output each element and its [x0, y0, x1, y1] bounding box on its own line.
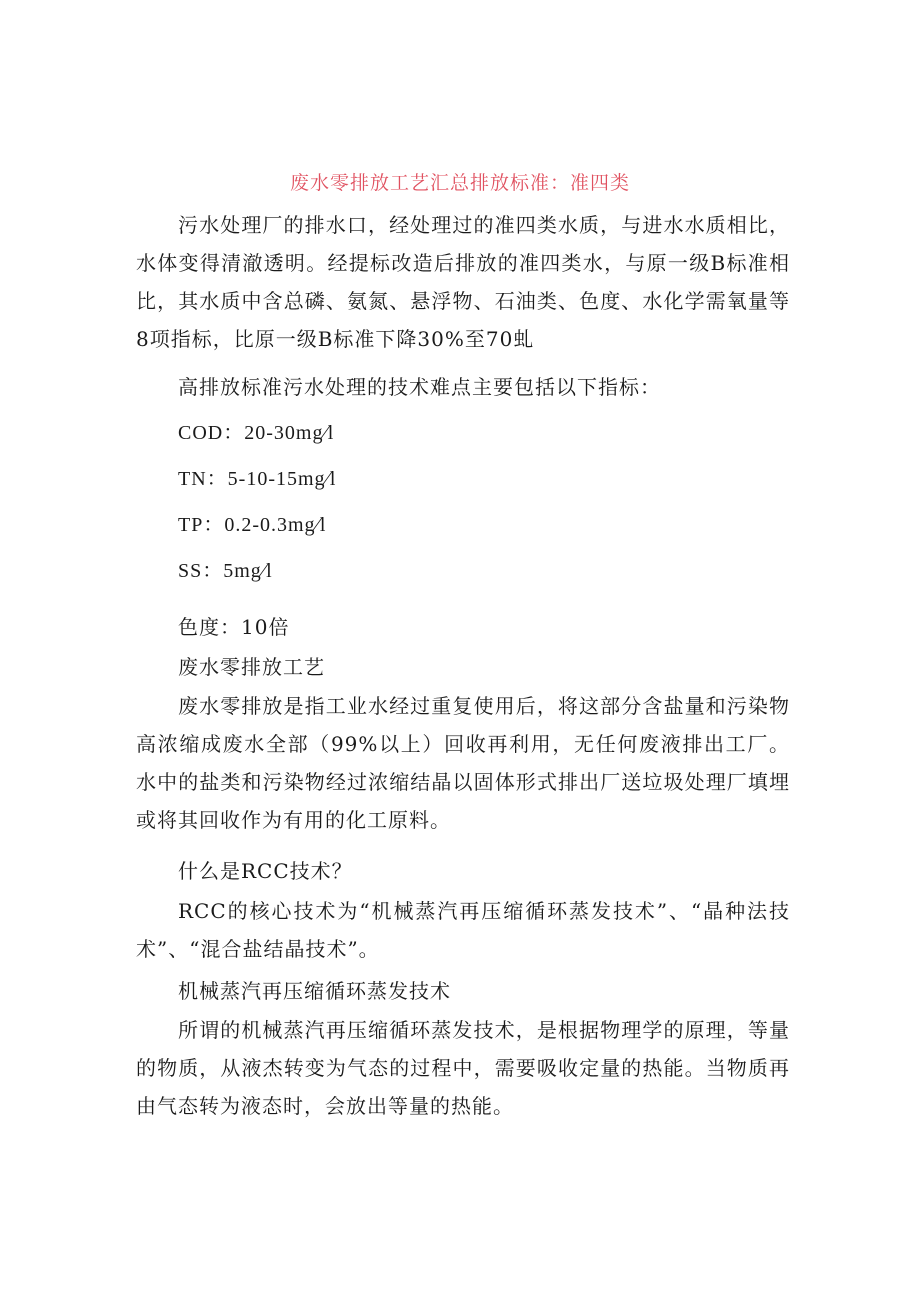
document-title: 废水零排放工艺汇总排放标准：准四类 [289, 172, 630, 194]
mvr-paragraph: 所谓的机械蒸汽再压缩循环蒸发技术，是根据物理学的原理，等量的物质，从液杰转变为气态的过程中，需要吸收定量的热能。当物质再由气态转为液态时，会放出等量的热能。 [136, 1018, 790, 1118]
difficulty-intro: 高排放标准污水处理的技术难点主要包括以下指标： [178, 375, 661, 399]
metric-color: 色度：10倍 [178, 615, 290, 639]
zld-paragraph: 废水零排放是指工业水经过重复使用后，将这部分含盐量和污染物高浓缩成废水全部（99%以上）回收再利用，无任何废液排出工厂。水中的盐类和污染物经过浓缩结晶以固体形式排出厂送垃圾处理厂填埋或将其回收作为有用的化工原料。 [136, 694, 790, 832]
section-heading-zld: 废水零排放工艺 [178, 655, 325, 679]
metric-cod: COD：20-30mg∕l [178, 422, 335, 444]
intro-paragraph: 污水处理厂的排水口，经处理过的准四类水质，与进水水质相比，水体变得清澈透明。经提标改造后排放的准四类水，与原一级B标准相比，其水质中含总磷、氨氮、悬浮物、石油类、色度、水化学需氧量等8项指标，比原一级B标准下降30%至70虬 [136, 213, 790, 351]
metric-tn: TN：5-10-15mg∕l [178, 468, 337, 490]
section-heading-rcc: 什么是RCC技术？ [178, 859, 353, 883]
metric-tp: TP：0.2-0.3mg∕l [178, 514, 327, 536]
rcc-paragraph: RCC的核心技术为“机械蒸汽再压缩循环蒸发技术”、“晶种法技术”、“混合盐结晶技术”。 [136, 899, 790, 961]
metric-ss: SS：5mg∕l [178, 560, 273, 582]
section-heading-mvr: 机械蒸汽再压缩循环蒸发技术 [178, 979, 451, 1003]
